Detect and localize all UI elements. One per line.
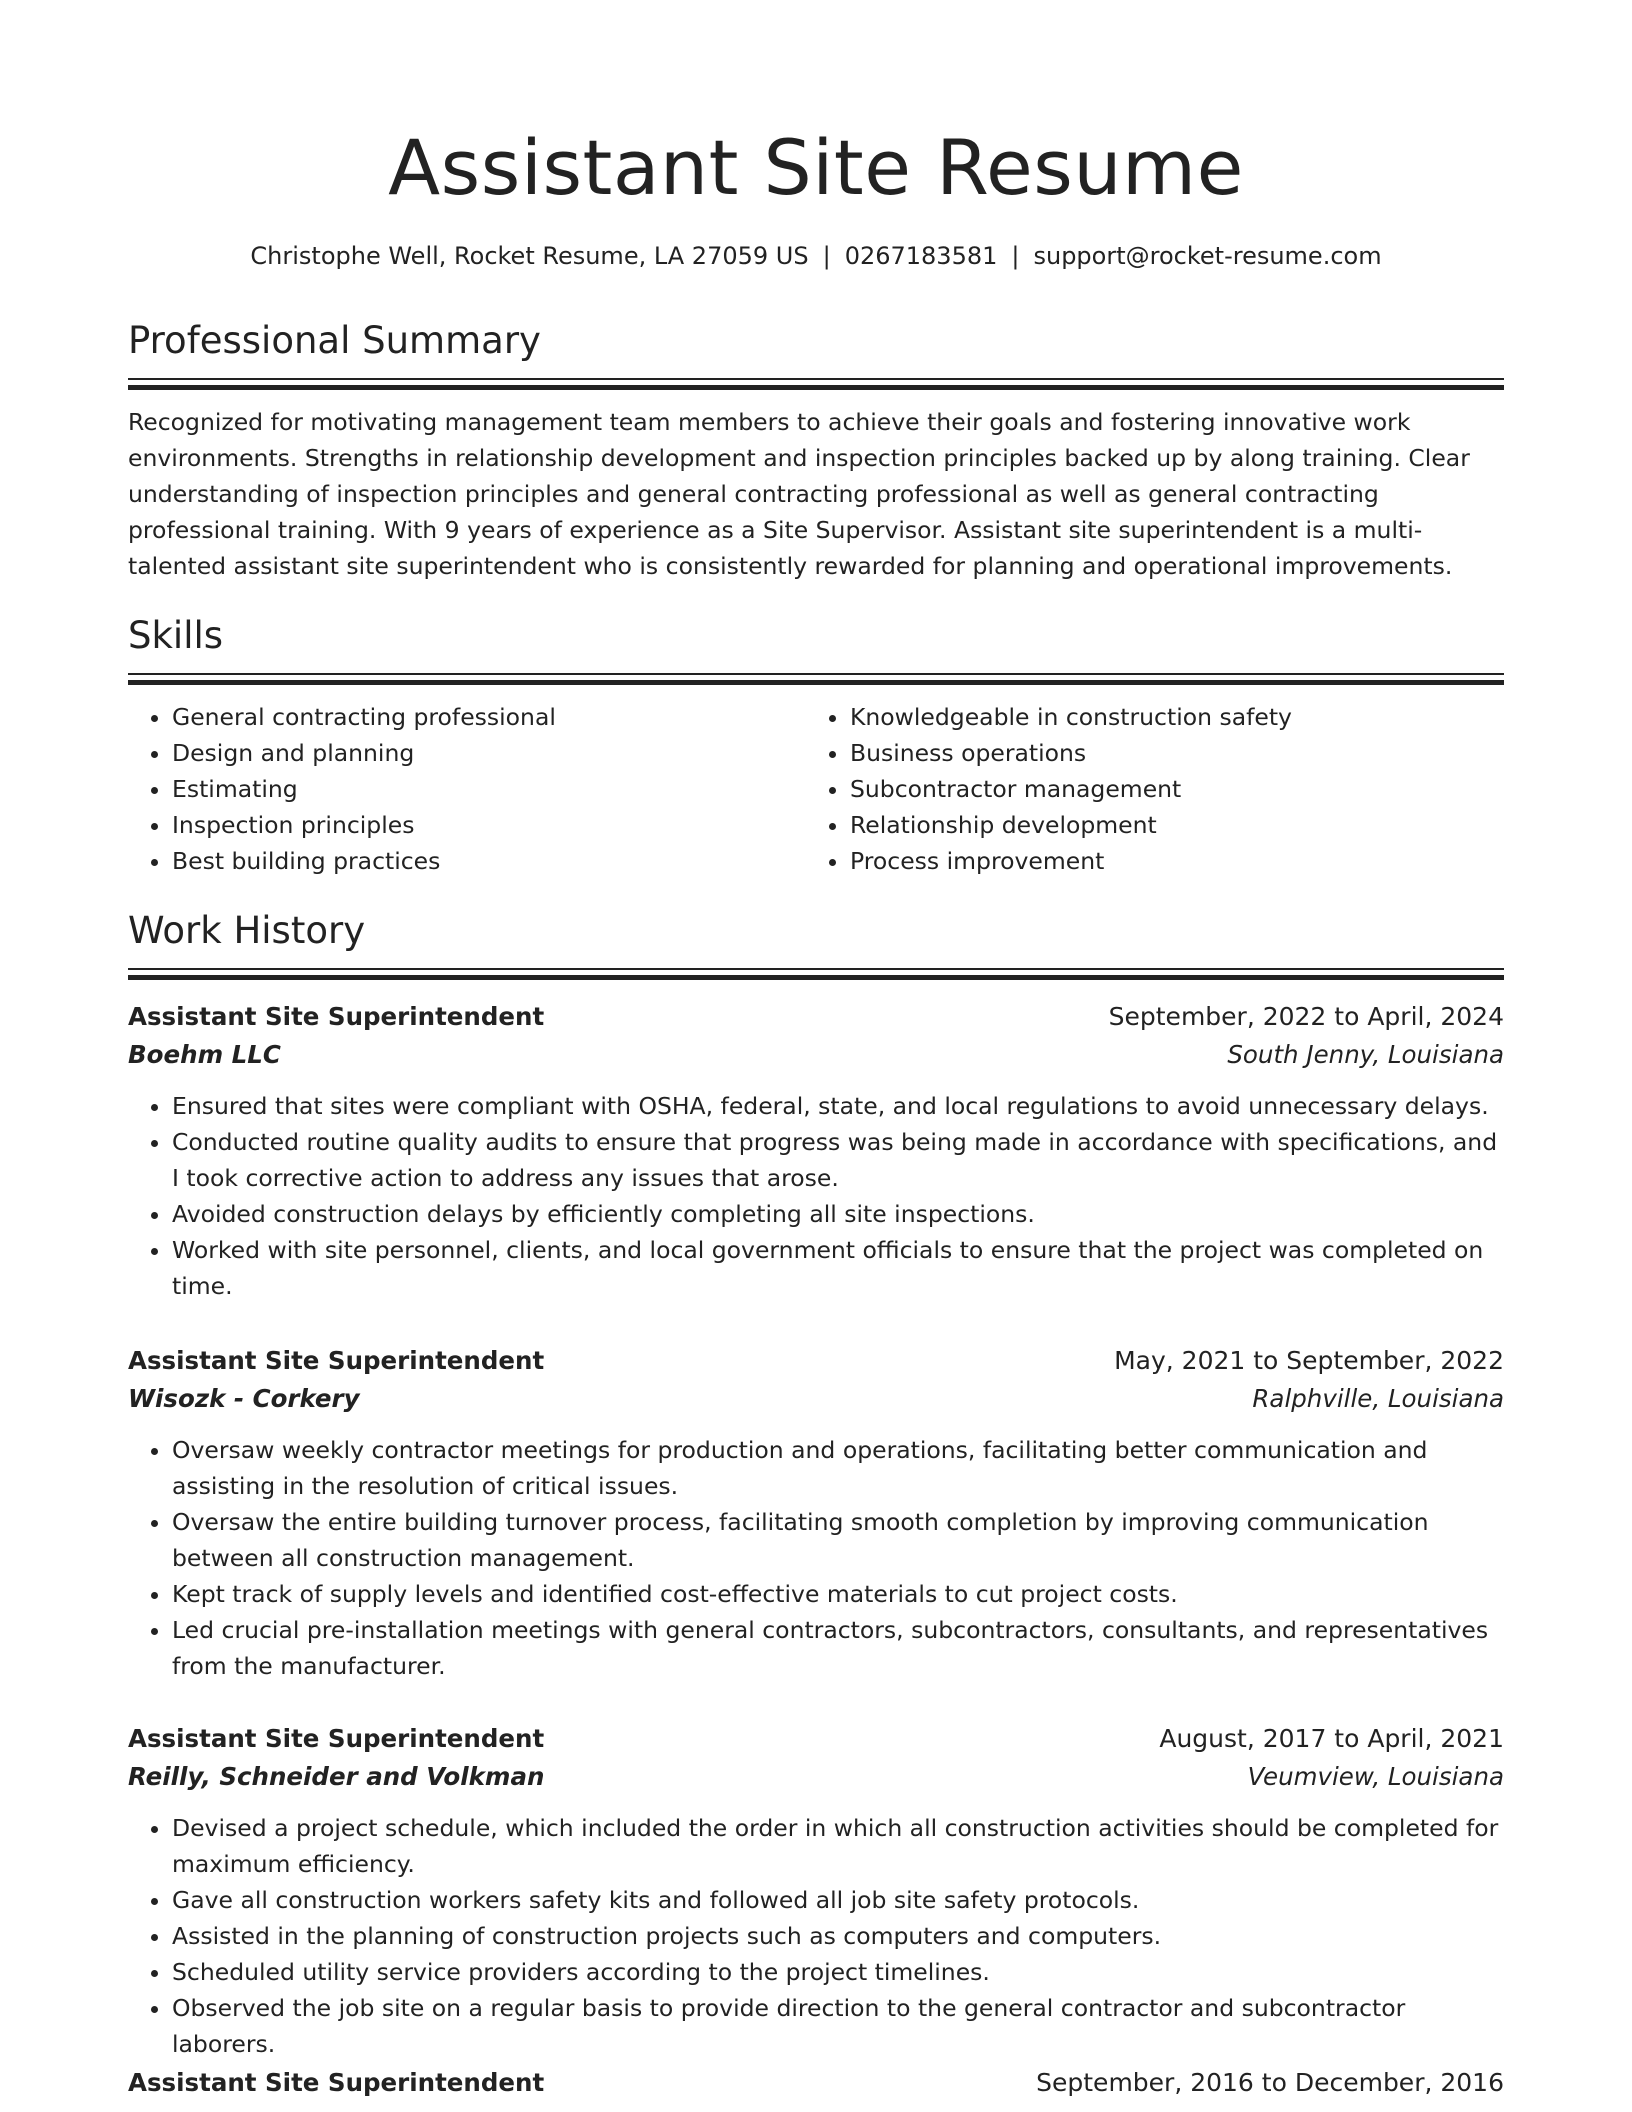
skills-list-right	[806, 699, 1484, 879]
job-location: South Jenny, Louisiana	[1227, 1040, 1504, 1069]
contact-line	[128, 236, 1504, 276]
job-title: Assistant Site Superintendent	[128, 1002, 545, 1031]
resume-title: Assistant Site Resume	[388, 123, 1244, 212]
job-bullet: • Conducted routine quality audits to ensure that progress was being made in accordance with specifications, and I took corrective action to address any issues that arose.	[172, 1124, 1504, 1196]
skills-section	[128, 609, 1504, 879]
job-bullet: • Oversaw the entire building turnover process, facilitating smooth completion by improving communication between all construction management.	[172, 1504, 1504, 1576]
job-subheader	[128, 1758, 1504, 1796]
job-dates: September, 2016 to December, 2016	[1036, 2068, 1504, 2097]
contact-address: Christophe Well, Rocket Resume, LA 27059 US	[250, 242, 809, 270]
job-bullet: • Led crucial pre-installation meetings with general contractors, subcontractors, consultants, and representatives from the manufacturer.	[172, 1612, 1504, 1684]
summary-heading: Professional Summary	[128, 319, 541, 362]
job-bullets	[128, 1810, 1504, 2062]
job-bullet: • Observed the job site on a regular basis to provide direction to the general contractor and subcontractor laborers.	[172, 1990, 1504, 2062]
job-dates: September, 2022 to April, 2024	[1108, 1002, 1504, 1031]
job-dates: August, 2017 to April, 2021	[1159, 1724, 1504, 1753]
job-company: Boehm LLC	[128, 1040, 281, 1069]
job-entry	[128, 998, 1504, 1304]
summary-text: Recognized for motivating management team members to achieve their goals and fostering innovative work environments. Strengths in relationship development and inspection principles backed up by along training. Clear understanding of inspection principles and general contracting professional as well as general contracting professional training. With 9 years of experience as a Site Supervisor. Assistant site superintendent is a multi-talented assistant site superintendent who is consistently rewarded for planning and operational improvements.	[128, 408, 1470, 580]
section-divider	[128, 378, 1504, 392]
skill-item: • Relationship development	[850, 807, 1484, 843]
section-divider	[128, 968, 1504, 982]
job-entry	[128, 1720, 1504, 2062]
contact-email: support@rocket-resume.com	[1033, 242, 1382, 270]
job-bullet: • Oversaw weekly contractor meetings for production and operations, facilitating better communication and assisting in the resolution of critical issues.	[172, 1432, 1504, 1504]
skill-item: • Inspection principles	[172, 807, 806, 843]
skill-item: • Business operations	[850, 735, 1484, 771]
job-dates: May, 2021 to September, 2022	[1114, 1346, 1504, 1375]
job-bullet: • Ensured that sites were compliant with OSHA, federal, state, and local regulations to avoid unnecessary delays.	[172, 1088, 1504, 1124]
job-title: Assistant Site Superintendent	[128, 2068, 545, 2097]
skill-item: • Estimating	[172, 771, 806, 807]
skill-item: • Process improvement	[850, 843, 1484, 879]
contact-separator: |	[822, 242, 831, 270]
job-entry	[128, 1342, 1504, 1684]
skill-item: • Design and planning	[172, 735, 806, 771]
job-header	[128, 998, 1504, 1036]
job-bullet: • Worked with site personnel, clients, and local government officials to ensure that the project was completed on time.	[172, 1232, 1504, 1304]
job-bullets	[128, 1432, 1504, 1684]
section-divider	[128, 673, 1504, 687]
skills-heading: Skills	[128, 614, 224, 657]
job-bullet: • Kept track of supply levels and identified cost-effective materials to cut project costs.	[172, 1576, 1504, 1612]
job-header	[128, 1720, 1504, 1758]
job-bullet: • Avoided construction delays by efficiently completing all site inspections.	[172, 1196, 1504, 1232]
job-bullet: • Assisted in the planning of construction projects such as computers and computers.	[172, 1918, 1504, 1954]
job-subheader	[128, 1380, 1504, 1418]
contact-phone: 0267183581	[844, 242, 998, 270]
summary-section	[128, 314, 1504, 584]
job-company: Reilly, Schneider and Volkman	[128, 1762, 545, 1791]
contact-separator: |	[1011, 242, 1020, 270]
skill-item: • Subcontractor management	[850, 771, 1484, 807]
skill-item: • Knowledgeable in construction safety	[850, 699, 1484, 735]
skills-columns	[128, 699, 1504, 879]
job-title: Assistant Site Superintendent	[128, 1346, 545, 1375]
skill-item: • Best building practices	[172, 843, 806, 879]
job-bullet: • Gave all construction workers safety kits and followed all job site safety protocols.	[172, 1882, 1504, 1918]
job-company: Wisozk - Corkery	[128, 1384, 360, 1413]
skill-item: • General contracting professional	[172, 699, 806, 735]
job-bullet: • Scheduled utility service providers according to the project timelines.	[172, 1954, 1504, 1990]
job-header	[128, 1342, 1504, 1380]
work-history-section	[128, 904, 1504, 982]
job-bullet: • Devised a project schedule, which included the order in which all construction activities should be completed for maximum efficiency.	[172, 1810, 1504, 1882]
job-header	[128, 2064, 1504, 2102]
job-location: Ralphville, Louisiana	[1252, 1384, 1504, 1413]
work-history-heading: Work History	[128, 909, 366, 952]
job-subheader	[128, 1036, 1504, 1074]
job-entry	[128, 2064, 1504, 2102]
job-title: Assistant Site Superintendent	[128, 1724, 545, 1753]
skills-list-left	[128, 699, 806, 879]
job-location: Veumview, Louisiana	[1247, 1762, 1504, 1791]
job-bullets	[128, 1088, 1504, 1304]
